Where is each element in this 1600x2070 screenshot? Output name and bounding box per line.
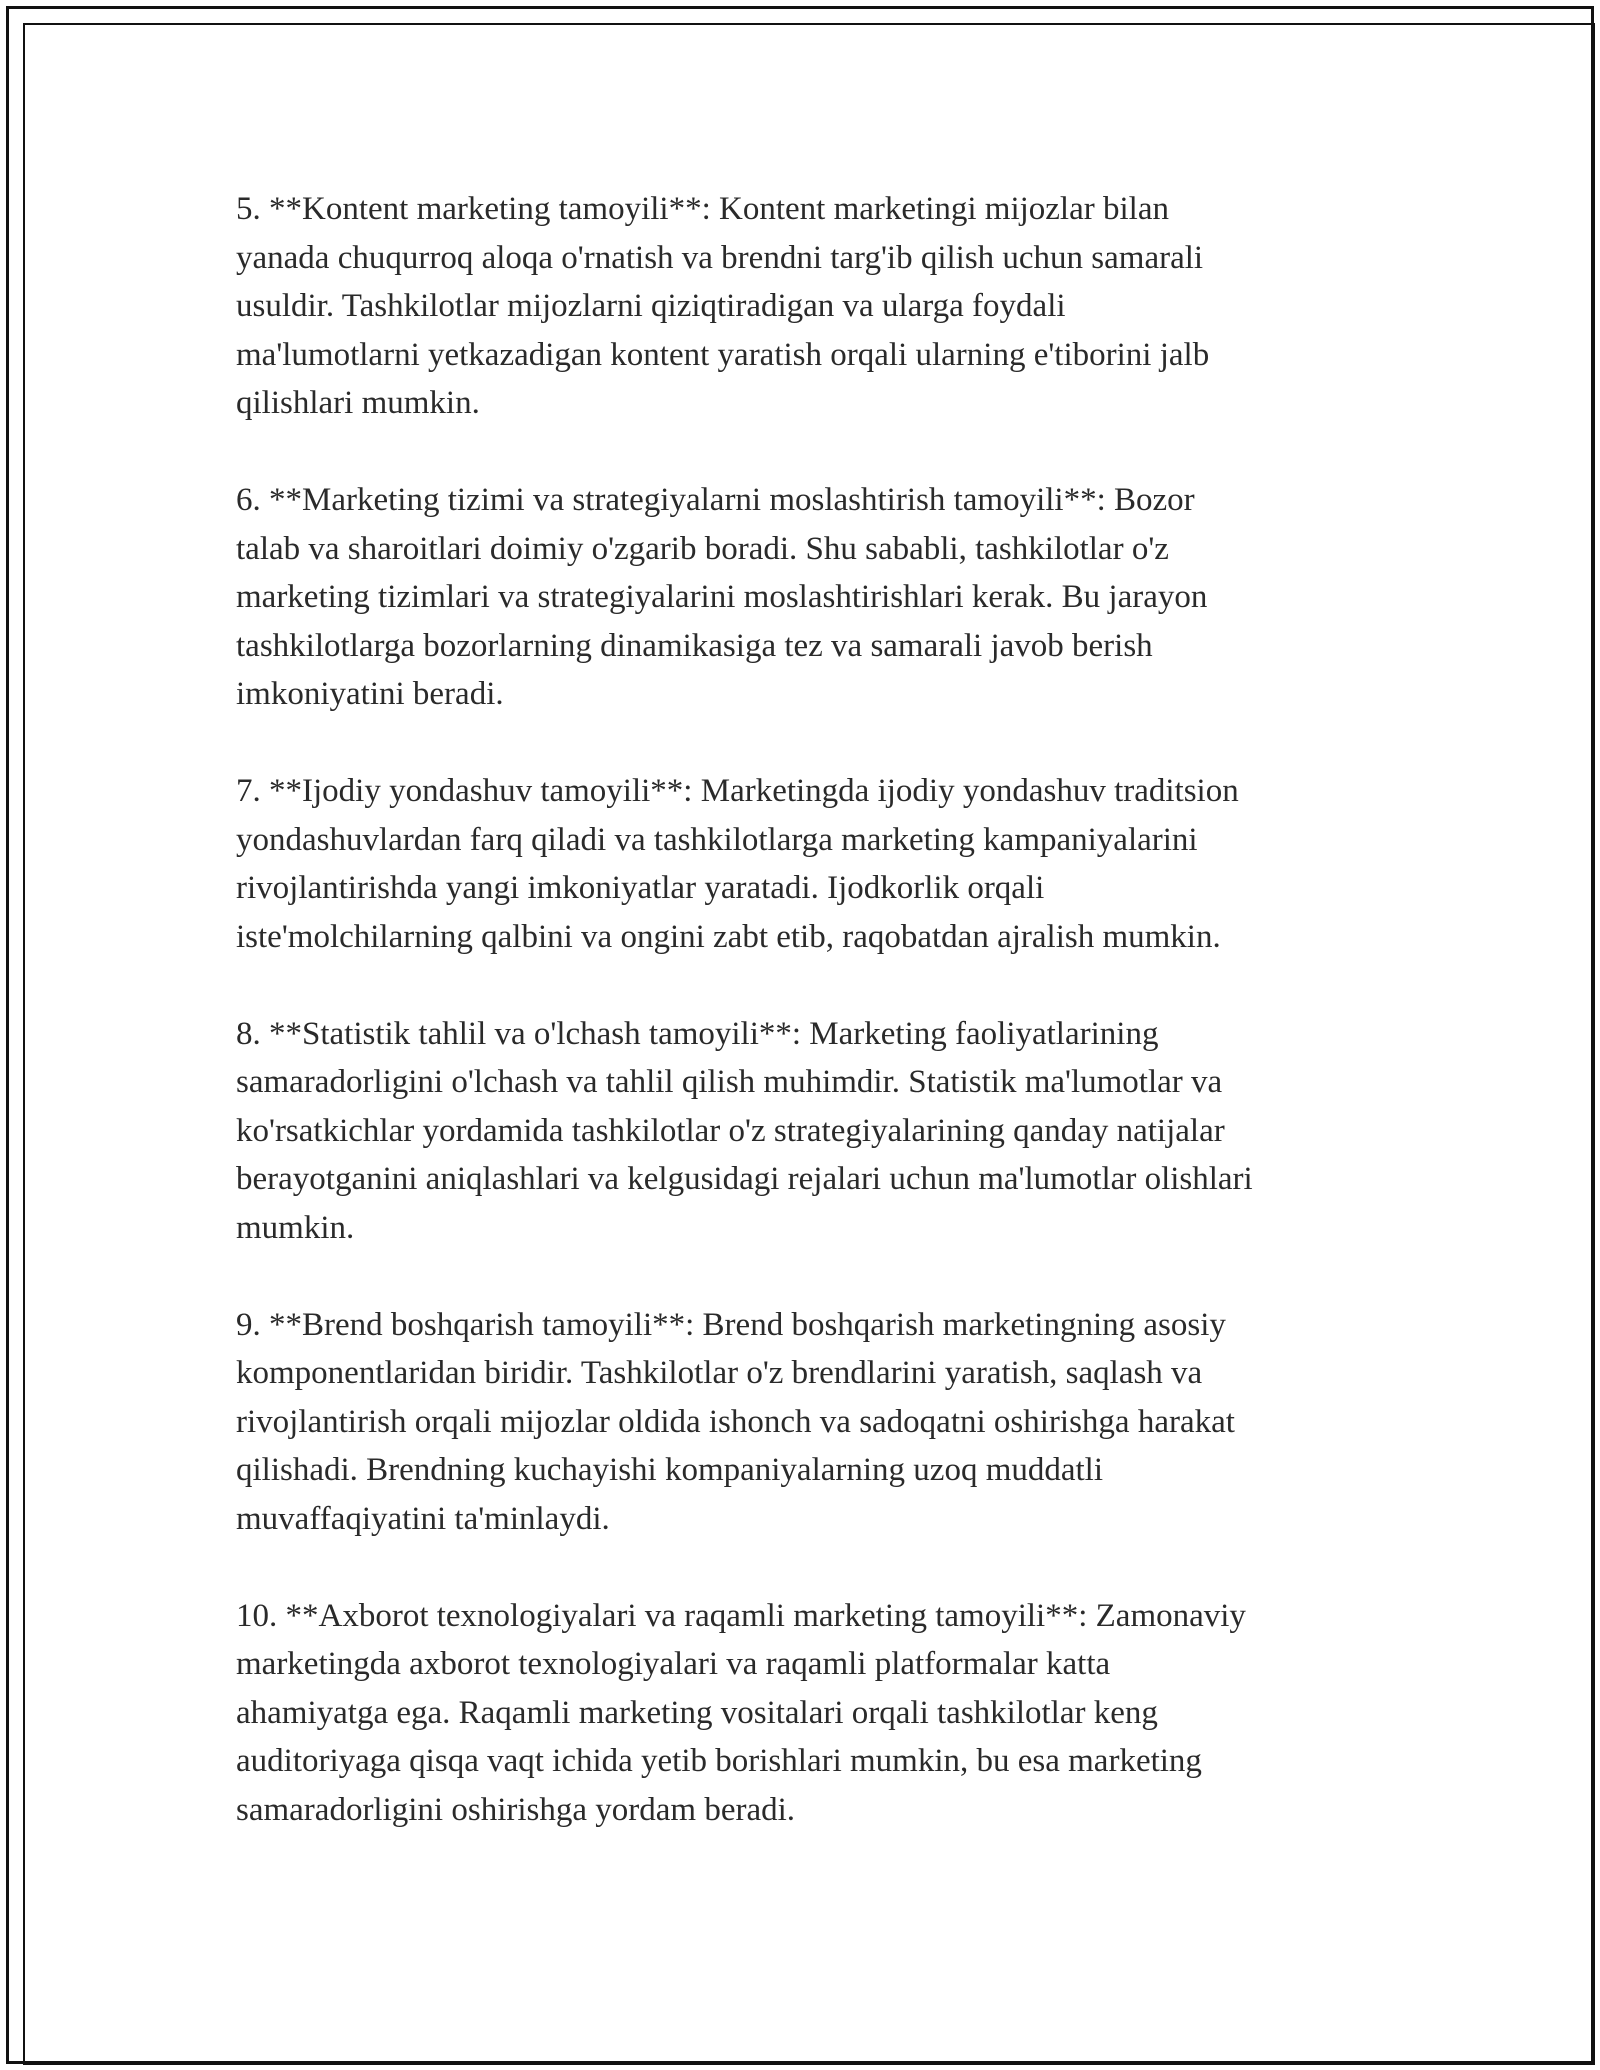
text-line: talab va sharoitlari doimiy o'zgarib boradi. Shu sababli, tashkilotlar o'z (236, 530, 1169, 567)
text-line: 10. **Axborot texnologiyalari va raqamli marketing tamoyili**: Zamonaviy (236, 1597, 1246, 1634)
text-line: ko'rsatkichlar yordamida tashkilotlar o'z strategiyalarining qanday natijalar (236, 1112, 1225, 1149)
text-line: 8. **Statistik tahlil va o'lchash tamoyili**: Marketing faoliyatlarining (236, 1015, 1159, 1052)
text-line: imkoniyatini beradi. (236, 676, 504, 712)
text-line: ma'lumotlarni yetkazadigan kontent yaratish orqali ularning e'tiborini jalb (236, 336, 1210, 373)
paragraph-2 (236, 476, 1376, 719)
text-line: yanada chuqurroq aloqa o'rnatish va brendni targ'ib qilish uchun samarali (236, 239, 1204, 276)
text-line: samaradorligini o'lchash va tahlil qilish muhimdir. Statistik ma'lumotlar va (236, 1064, 1223, 1100)
text-line: marketing tizimlari va strategiyalarini moslashtirishlari kerak. Bu jarayon (236, 579, 1208, 615)
paragraph-3 (236, 767, 1376, 961)
text-line: 9. **Brend boshqarish tamoyili**: Brend boshqarish marketingning asosiy (236, 1306, 1226, 1343)
text-line: mumkin. (236, 1209, 355, 1246)
text-line: qilishlari mumkin. (236, 385, 480, 421)
text-line: muvaffaqiyatini ta'minlaydi. (236, 1500, 610, 1537)
text-line: rivojlantirishda yangi imkoniyatlar yaratadi. Ijodkorlik orqali (236, 870, 1045, 906)
text-line: qilishadi. Brendning kuchayishi kompaniyalarning uzoq muddatli (236, 1452, 1104, 1488)
paragraph-5 (236, 1301, 1376, 1544)
text-line: 7. **Ijodiy yondashuv tamoyili**: Marketingda ijodiy yondashuv traditsion (236, 773, 1239, 809)
document-body (236, 185, 1376, 1883)
text-line: berayotganini aniqlashlari va kelgusidagi rejalari uchun ma'lumotlar olishlari (236, 1161, 1253, 1197)
text-line: 6. **Marketing tizimi va strategiyalarni moslashtirish tamoyili**: Bozor (236, 482, 1195, 518)
text-line: iste'molchilarning qalbini va ongini zabt etib, raqobatdan ajralish mumkin. (236, 918, 1221, 955)
text-line: marketingda axborot texnologiyalari va raqamli platformalar katta (236, 1646, 1111, 1682)
text-line: tashkilotlarga bozorlarning dinamikasiga tez va samarali javob berish (236, 627, 1153, 664)
text-line: auditoriyaga qisqa vaqt ichida yetib borishlari mumkin, bu esa marketing (236, 1743, 1202, 1779)
paragraph-4 (236, 1010, 1376, 1253)
paragraph-6 (236, 1592, 1376, 1835)
paragraph-1 (236, 185, 1376, 428)
text-line: komponentlaridan biridir. Tashkilotlar o'z brendlarini yaratish, saqlash va (236, 1355, 1203, 1391)
text-line: samaradorligini oshirishga yordam beradi. (236, 1791, 796, 1828)
text-line: rivojlantirish orqali mijozlar oldida ishonch va sadoqatni oshirishga harakat (236, 1403, 1235, 1440)
text-line: yondashuvlardan farq qiladi va tashkilotlarga marketing kampaniyalarini (236, 821, 1198, 858)
text-line: ahamiyatga ega. Raqamli marketing vositalari orqali tashkilotlar keng (236, 1694, 1158, 1731)
text-line: 5. **Kontent marketing tamoyili**: Kontent marketingi mijozlar bilan (236, 191, 1169, 227)
text-line: usuldir. Tashkilotlar mijozlarni qiziqtiradigan va ularga foydali (236, 288, 1066, 324)
